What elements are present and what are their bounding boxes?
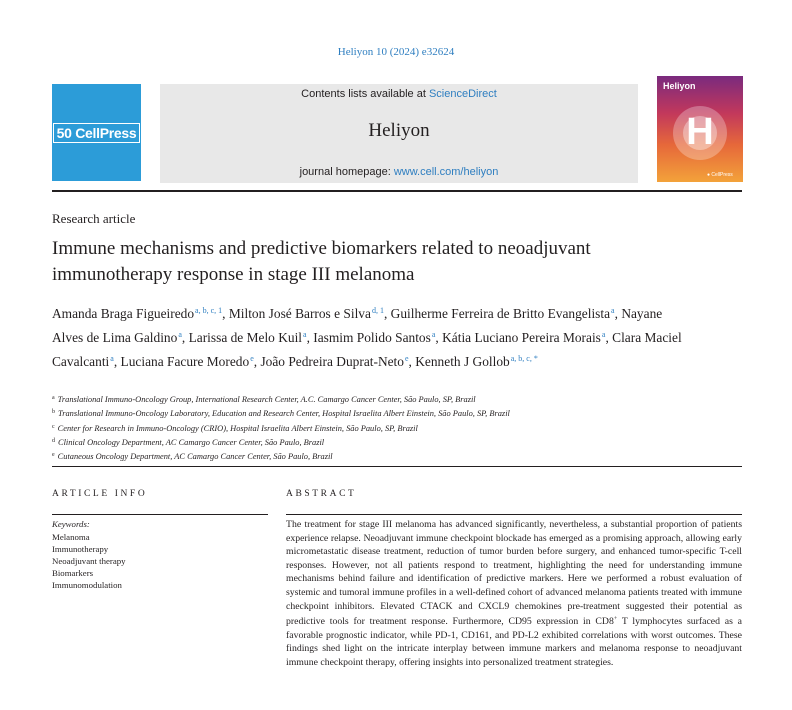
affiliation-item xyxy=(52,449,742,463)
abstract-text xyxy=(286,518,742,670)
affiliation-item xyxy=(52,435,742,449)
author-list xyxy=(52,300,692,373)
author-affiliation-marker[interactable]: e xyxy=(404,354,409,364)
affiliation-text: Translational Immuno-Oncology Laboratory, Education and Research Center, Hospital Israelita Albert Einstein, São Paulo, SP, Brazil xyxy=(58,409,510,419)
keywords-heading: Keywords: xyxy=(52,519,90,529)
cover-footer: ● CellPress xyxy=(707,172,733,178)
author-separator: , xyxy=(605,330,613,346)
homepage-link[interactable]: www.cell.com/heliyon xyxy=(393,166,499,178)
abstract-sup: + xyxy=(613,616,618,623)
keyword-item: Immunotherapy xyxy=(52,544,109,554)
affiliation-key: b xyxy=(52,409,55,416)
affiliation-text: Translational Immuno-Oncology Group, International Research Center, A.C. Camargo Cancer Center, São Paulo, SP, Brazil xyxy=(57,395,476,404)
author-name[interactable]: Amanda Braga Figueiredo xyxy=(52,306,195,321)
author-separator: , xyxy=(181,330,189,346)
author-name[interactable]: Clara Maciel Cavalcanti xyxy=(52,330,682,370)
author-name[interactable]: João Pedreira Duprat-Neto xyxy=(260,354,404,370)
author-name[interactable]: Larissa de Melo Kuil xyxy=(188,330,303,346)
keyword-list xyxy=(52,531,126,591)
contents-line xyxy=(160,88,638,100)
cellpress-logo-text: 50 CellPress xyxy=(53,123,141,143)
affiliation-item xyxy=(52,392,742,406)
author-affiliation-marker[interactable]: a, b, c, 1 xyxy=(195,306,223,315)
homepage-line xyxy=(160,166,638,178)
journal-citation[interactable]: Heliyon 10 (2024) e32624 xyxy=(337,46,455,58)
contents-prefix: Contents lists available at xyxy=(301,88,429,100)
author-separator: , xyxy=(253,354,261,370)
keyword-item: Melanoma xyxy=(52,532,90,542)
author-separator: , xyxy=(614,306,622,321)
cover-title: Heliyon xyxy=(663,81,696,91)
article-type: Research article xyxy=(52,211,136,226)
author-separator: , xyxy=(113,354,121,370)
affiliation-text: Center for Research in Immuno-Oncology (CRIO), Hospital Israelita Albert Einstein, São Paulo, SP, Brazil xyxy=(57,423,418,433)
abstract-heading: ABSTRACT xyxy=(286,489,357,499)
abstract-part2: T lymphocytes surfaced as a favorable prognostic indicator, while PD-1, CD161, and PD-L2 exhibited correlations with worst outcomes. These findings shed light on the intricate interplay between immune markers and melanoma response to neoadjuvant immune checkpoint therapy, offering insights into personalized treatment strategies. xyxy=(286,616,742,668)
cellpress-logo[interactable] xyxy=(52,84,141,181)
author-affiliation-marker[interactable]: d, 1 xyxy=(371,306,384,315)
keyword-item: Biomarkers xyxy=(52,568,94,578)
keyword-item: Immunomodulation xyxy=(52,580,122,590)
article-info-heading: ARTICLE INFO xyxy=(52,489,148,499)
author-name[interactable]: Kenneth J Gollob xyxy=(415,354,510,370)
author-name[interactable]: Nayane Alves de Lima Galdino xyxy=(52,306,663,346)
author-separator: , xyxy=(306,330,314,346)
affiliation-key: c xyxy=(52,423,55,430)
affiliation-key: e xyxy=(52,452,55,459)
affiliation-item xyxy=(52,421,742,435)
cover-letter: H xyxy=(686,111,714,153)
author-affiliation-marker[interactable]: a xyxy=(601,330,606,340)
author-affiliation-marker[interactable]: a, b, c, * xyxy=(510,354,538,364)
affiliation-list xyxy=(52,392,742,463)
journal-header xyxy=(160,84,638,183)
homepage-prefix: journal homepage: xyxy=(299,166,394,178)
author-affiliation-marker[interactable]: a xyxy=(611,306,615,315)
author-separator: , xyxy=(383,306,391,321)
author-name[interactable]: Kátia Luciano Pereira Morais xyxy=(442,330,601,346)
header-divider xyxy=(52,190,742,192)
affiliation-text: Cutaneous Oncology Department, AC Camargo Cancer Center, São Paulo, Brazil xyxy=(57,452,333,462)
abstract-part1: The treatment for stage III melanoma has advanced significantly, nevertheless, a substantial proportion of patients experience relapse. Neoadjuvant immune checkpoint blockade has emerged as a promising approach, allowing early micrometastatic disease treatment, reduction of tumor burden before surgery, and enhanced tumor-specific T-cell responses. However, not all patients respond to treatment, highlighting the need for understanding immune mechanisms behind failure and identification of predictive markers. Here we performed a robust evaluation of systemic and tumoral immune profiles in a well-defined cohort of advanced melanoma patients treated with immune checkpoint inhibitors. Elevated CTACK and CXCL9 chemokines pre-treatment suggested their potential as predictive tools for treatment response. Furthermore, CD95 expression in CD8 xyxy=(286,519,742,628)
affiliation-key: d xyxy=(52,437,55,444)
author-affiliation-marker[interactable]: a xyxy=(431,330,436,340)
author-affiliation-marker[interactable]: a xyxy=(178,330,182,340)
abstract-rule xyxy=(286,514,742,515)
journal-title: Heliyon xyxy=(368,120,430,141)
affiliation-item xyxy=(52,406,742,420)
author-separator: , xyxy=(408,354,416,370)
author-name[interactable]: Luciana Facure Moredo xyxy=(120,354,250,370)
author-affiliation-marker[interactable]: a xyxy=(303,330,307,340)
article-info-rule xyxy=(52,514,268,515)
author-name[interactable]: Milton José Barros e Silva xyxy=(228,306,371,321)
sciencedirect-link[interactable]: ScienceDirect xyxy=(428,88,497,100)
author-name[interactable]: Guilherme Ferreira de Britto Evangelista xyxy=(390,306,611,321)
affiliation-text: Clinical Oncology Department, AC Camargo Cancer Center, São Paulo, Brazil xyxy=(58,437,325,447)
author-affiliation-marker[interactable]: a xyxy=(110,354,114,364)
article-title: Immune mechanisms and predictive biomarkers related to neoadjuvant immunotherapy response in stage III melanoma xyxy=(52,238,591,285)
author-separator: , xyxy=(435,330,443,346)
journal-cover[interactable] xyxy=(657,76,743,182)
author-affiliation-marker[interactable]: e xyxy=(250,354,254,364)
affiliation-key: a xyxy=(52,395,55,401)
section-divider xyxy=(52,466,742,467)
author-name[interactable]: Iasmim Polido Santos xyxy=(313,330,431,346)
keyword-item: Neoadjuvant therapy xyxy=(52,556,126,566)
author-separator: , xyxy=(222,306,229,321)
